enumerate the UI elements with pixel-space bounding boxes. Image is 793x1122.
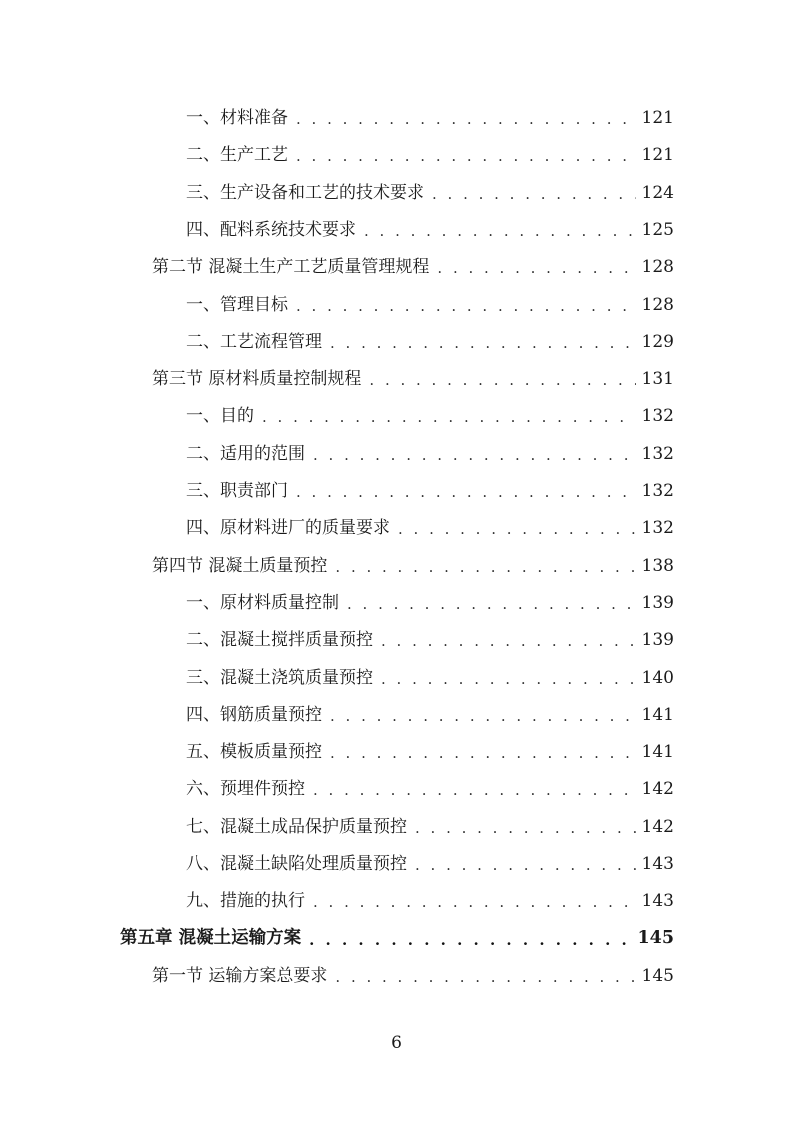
toc-entry-page: 124 bbox=[641, 182, 674, 203]
leader-dots bbox=[330, 336, 636, 351]
toc-entry-page: 132 bbox=[641, 443, 674, 464]
toc-entry-page: 128 bbox=[641, 294, 674, 315]
toc-entry-page: 140 bbox=[641, 667, 674, 688]
toc-entry-page: 129 bbox=[641, 331, 674, 352]
leader-dots bbox=[369, 373, 635, 388]
toc-entry[interactable] bbox=[186, 100, 674, 137]
toc-entry-label: 六、预埋件预控 bbox=[186, 779, 305, 800]
leader-dots bbox=[296, 149, 636, 164]
toc-entry-page: 139 bbox=[641, 592, 674, 613]
toc-entry[interactable] bbox=[186, 324, 674, 361]
leader-dots bbox=[364, 224, 636, 239]
toc-entry[interactable] bbox=[152, 361, 674, 398]
toc-entry-label: 四、配料系统技术要求 bbox=[186, 219, 356, 240]
leader-dots bbox=[296, 112, 636, 127]
leader-dots bbox=[330, 746, 636, 761]
toc-entry-page: 138 bbox=[641, 555, 674, 576]
toc-entry-page: 142 bbox=[641, 779, 674, 800]
toc-entry-label: 一、管理目标 bbox=[186, 294, 288, 315]
toc-entry-page: 132 bbox=[641, 518, 674, 539]
toc-entry[interactable] bbox=[186, 212, 674, 249]
toc-entry[interactable] bbox=[186, 175, 674, 212]
toc-entry-label: 第五章 混凝土运输方案 bbox=[120, 928, 302, 949]
toc-entry[interactable] bbox=[186, 660, 674, 697]
toc-entry-label: 四、钢筋质量预控 bbox=[186, 704, 322, 725]
toc-entry-page: 121 bbox=[641, 145, 674, 166]
toc-entry-label: 二、工艺流程管理 bbox=[186, 331, 322, 352]
toc-entry[interactable] bbox=[186, 622, 674, 659]
toc-entry-label: 八、混凝土缺陷处理质量预控 bbox=[186, 854, 407, 874]
toc-entry[interactable] bbox=[186, 585, 674, 622]
toc-entry-label: 一、材料准备 bbox=[186, 108, 288, 128]
leader-dots bbox=[335, 560, 635, 575]
toc-entry-label: 九、措施的执行 bbox=[186, 891, 305, 912]
toc-entry-page: 141 bbox=[641, 742, 674, 763]
leader-dots bbox=[296, 485, 636, 500]
leader-dots bbox=[432, 187, 636, 202]
page-number: 6 bbox=[391, 1033, 402, 1053]
leader-dots bbox=[313, 895, 636, 910]
toc-entry[interactable] bbox=[186, 771, 674, 808]
toc-entry[interactable] bbox=[186, 473, 674, 510]
toc-entry-page: 142 bbox=[641, 816, 674, 837]
toc-entry-page: 132 bbox=[641, 481, 674, 501]
leader-dots bbox=[398, 522, 636, 537]
toc-entry[interactable] bbox=[186, 883, 674, 920]
toc-entry-label: 二、混凝土搅拌质量预控 bbox=[186, 630, 373, 651]
toc-entry-page: 121 bbox=[641, 108, 674, 128]
leader-dots bbox=[437, 261, 635, 276]
toc-entry[interactable] bbox=[152, 548, 674, 585]
toc-entry-page: 145 bbox=[637, 928, 674, 949]
toc-entry[interactable] bbox=[186, 398, 674, 435]
leader-dots bbox=[313, 783, 636, 798]
toc-entry[interactable] bbox=[186, 137, 674, 174]
toc-entry-page: 141 bbox=[641, 704, 674, 725]
leader-dots bbox=[296, 299, 636, 314]
toc-entry-label: 五、模板质量预控 bbox=[186, 742, 322, 763]
toc-entry-label: 三、混凝土浇筑质量预控 bbox=[186, 667, 373, 688]
toc-entry-label: 第一节 运输方案总要求 bbox=[152, 965, 328, 986]
leader-dots bbox=[309, 933, 631, 948]
leader-dots bbox=[381, 634, 636, 649]
toc-entry[interactable] bbox=[186, 287, 674, 324]
toc-entry-page: 125 bbox=[641, 219, 674, 240]
toc-entry-label: 第二节 混凝土生产工艺质量管理规程 bbox=[152, 257, 430, 278]
toc-entry[interactable] bbox=[186, 734, 674, 771]
toc-entry-label: 第四节 混凝土质量预控 bbox=[152, 555, 328, 576]
toc-entry-page: 132 bbox=[641, 406, 674, 427]
toc-entry-label: 三、生产设备和工艺的技术要求 bbox=[186, 182, 424, 203]
toc-entry[interactable] bbox=[186, 436, 674, 473]
toc-entry-label: 三、职责部门 bbox=[186, 481, 288, 501]
toc-entry-page: 139 bbox=[641, 630, 674, 651]
toc-entry[interactable] bbox=[186, 846, 674, 883]
leader-dots bbox=[330, 709, 636, 724]
leader-dots bbox=[415, 821, 636, 836]
toc-entry-page: 131 bbox=[641, 369, 674, 390]
toc-entry[interactable] bbox=[186, 510, 674, 547]
toc-entry[interactable] bbox=[152, 958, 674, 995]
toc-entry[interactable] bbox=[120, 921, 674, 958]
leader-dots bbox=[335, 970, 635, 985]
leader-dots bbox=[313, 448, 636, 463]
toc-entry-label: 四、原材料进厂的质量要求 bbox=[186, 518, 390, 539]
leader-dots bbox=[347, 597, 636, 612]
leader-dots bbox=[415, 858, 636, 873]
leader-dots bbox=[381, 672, 636, 687]
toc-entry-page: 128 bbox=[641, 257, 674, 278]
toc-entry-label: 第三节 原材料质量控制规程 bbox=[152, 369, 362, 390]
leader-dots bbox=[262, 410, 636, 425]
toc-entry-label: 一、目的 bbox=[186, 406, 254, 427]
toc-entry-page: 143 bbox=[641, 891, 674, 912]
toc-entry[interactable] bbox=[186, 697, 674, 734]
toc-entry-label: 二、生产工艺 bbox=[186, 145, 288, 166]
toc-entry-label: 二、适用的范围 bbox=[186, 443, 305, 464]
toc-entry[interactable] bbox=[152, 249, 674, 286]
toc-entry-page: 143 bbox=[641, 854, 674, 874]
toc-entry-label: 七、混凝土成品保护质量预控 bbox=[186, 816, 407, 837]
toc-entry-label: 一、原材料质量控制 bbox=[186, 592, 339, 613]
toc-entry[interactable] bbox=[186, 809, 674, 846]
toc-entry-page: 145 bbox=[641, 965, 674, 986]
